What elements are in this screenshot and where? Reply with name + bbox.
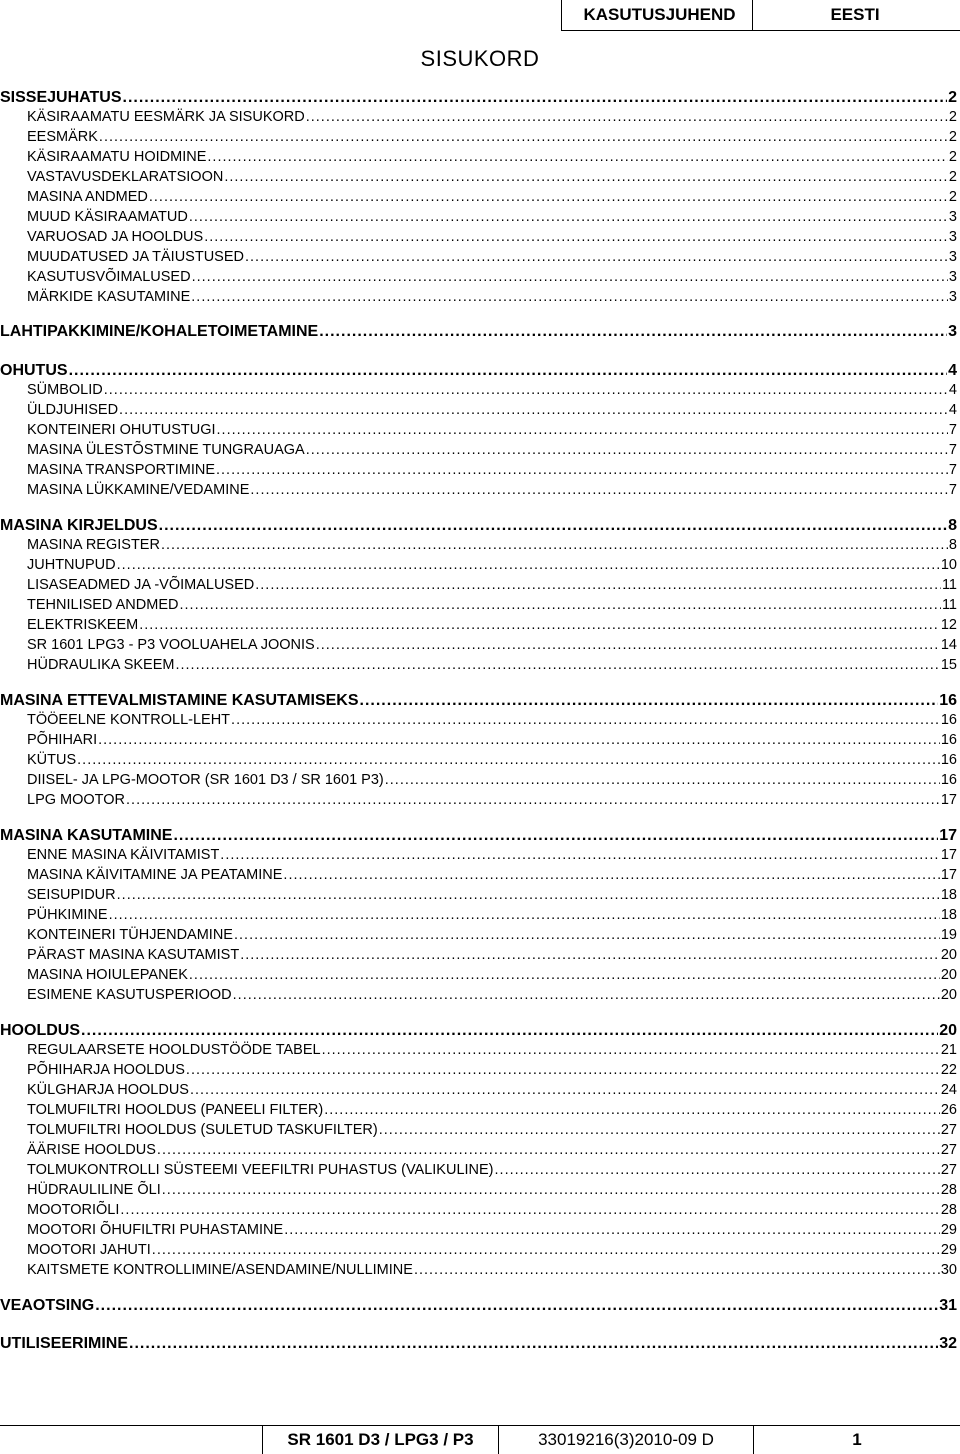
toc-subsection-entry [0, 421, 957, 439]
toc-entry-title: VEAOTSING [0, 1297, 95, 1314]
toc-entry-title: MASINA KIRJELDUS [0, 517, 158, 534]
toc-subsection-entry [0, 268, 957, 286]
toc-entry-title: PÄRAST MASINA KASUTAMIST [27, 947, 240, 963]
toc-entry-title: REGULAARSETE HOOLDUSTÖÖDE TABEL [27, 1042, 321, 1058]
toc-entry-title: SEISUPIDUR [27, 887, 116, 903]
toc-entry-title: LAHTIPAKKIMINE/KOHALETOIMETAMINE [0, 323, 319, 340]
toc-subsection-entry [0, 128, 957, 146]
toc-page-number: 20 [940, 947, 957, 963]
toc-subsection-entry [0, 228, 957, 246]
toc-subsection-entry [0, 1061, 957, 1079]
toc-subsection-entry [0, 906, 957, 924]
toc-dot-leader [139, 616, 940, 634]
toc-section-entry [0, 516, 957, 536]
toc-dot-leader [99, 128, 948, 146]
toc-subsection-entry [0, 288, 957, 306]
toc-page-number: 3 [948, 249, 957, 265]
page-footer [0, 1425, 960, 1454]
toc-subsection-entry [0, 576, 957, 594]
footer-page-number: 1 [852, 1430, 862, 1449]
toc-subsection-entry [0, 731, 957, 749]
toc-entry-title: MUUD KÄSIRAAMATUD [27, 209, 188, 225]
toc-subsection-entry [0, 1041, 957, 1059]
toc-page-number: 7 [948, 482, 957, 498]
toc-entry-title: HÜDRAULILINE ÕLI [27, 1182, 161, 1198]
toc-subsection-entry [0, 656, 957, 674]
toc-entry-title: OHUTUS [0, 362, 68, 379]
toc-page-number: 17 [940, 792, 957, 808]
footer-doc-code: 33019216(3)2010-09 D [538, 1430, 714, 1449]
toc-subsection-entry [0, 711, 957, 729]
toc-page-number: 14 [940, 637, 957, 653]
toc-page-number: 16 [939, 692, 957, 709]
toc-dot-leader [220, 846, 940, 864]
toc-dot-leader [117, 556, 940, 574]
page-header [0, 0, 960, 30]
header-rule [561, 30, 960, 31]
toc-dot-leader [216, 461, 948, 479]
toc-entry-title: MASINA ETTEVALMISTAMINE KASUTAMISEKS [0, 692, 359, 709]
toc-page-number: 16 [940, 712, 957, 728]
toc-subsection-entry [0, 481, 957, 499]
toc-dot-leader [316, 636, 940, 654]
toc-subsection-entry [0, 1261, 957, 1279]
toc-subsection-entry [0, 188, 957, 206]
toc-entry-title: MOOTORIÕLI [27, 1202, 120, 1218]
toc-entry-title: LISASEADMED JA -VÕIMALUSED [27, 577, 255, 593]
toc-page-number: 12 [940, 617, 957, 633]
toc-page-number: 27 [940, 1142, 957, 1158]
toc-section-entry [0, 826, 957, 846]
toc-page-number: 17 [939, 827, 957, 844]
toc-entry-title: MÄRKIDE KASUTAMINE [27, 289, 191, 305]
toc-entry-title: EESMÄRK [27, 129, 98, 145]
toc-dot-leader [250, 481, 948, 499]
toc-entry-title: MASINA TRANSPORTIMINE [27, 462, 215, 478]
toc-entry-title: PÜHKIMINE [27, 907, 108, 923]
toc-entry-title: KÄSIRAAMATU EESMÄRK JA SISUKORD [27, 109, 305, 125]
toc-entry-title: KONTEINERI TÜHJENDAMINE [27, 927, 233, 943]
toc-dot-leader [360, 691, 939, 711]
toc-dot-leader [104, 381, 948, 399]
toc-entry-title: KASUTUSVÕIMALUSED [27, 269, 191, 285]
toc-entry-title: MASINA LÜKKAMINE/VEDAMINE [27, 482, 250, 498]
toc-subsection-entry [0, 108, 957, 126]
toc-page-number: 4 [948, 402, 957, 418]
toc-page-number: 29 [940, 1222, 957, 1238]
toc-entry-title: SÜMBOLID [27, 382, 103, 398]
toc-entry-title: HOOLDUS [0, 1022, 80, 1039]
toc-subsection-entry [0, 616, 957, 634]
toc-page-number: 17 [940, 847, 957, 863]
toc-entry-title: KÄSIRAAMATU HOIDMINE [27, 149, 207, 165]
toc-dot-leader [306, 108, 948, 126]
toc-page-number: 16 [940, 732, 957, 748]
toc-entry-title: MASINA KÄIVITAMINE JA PEATAMINE [27, 867, 283, 883]
toc-entry-title: KÜLGHARJA HOOLDUS [27, 1082, 189, 1098]
toc-page-number: 4 [948, 362, 957, 379]
toc-page-number: 24 [940, 1082, 957, 1098]
toc-dot-leader [324, 1101, 940, 1119]
toc-dot-leader [152, 1241, 940, 1259]
toc-page-number: 22 [940, 1062, 957, 1078]
toc-subsection-entry [0, 1221, 957, 1239]
toc-dot-leader [119, 401, 948, 419]
toc-entry-title: VARUOSAD JA HOOLDUS [27, 229, 204, 245]
toc-dot-leader [306, 441, 948, 459]
toc-page-number: 30 [940, 1262, 957, 1278]
toc-entry-title: MUUDATUSED JA TÄIUSTUSED [27, 249, 244, 265]
toc-entry-title: TOLMUFILTRI HOOLDUS (SULETUD TASKUFILTER) [27, 1122, 378, 1138]
toc-dot-leader [234, 926, 940, 944]
toc-dot-leader [123, 88, 948, 108]
toc-entry-title: ELEKTRISKEEM [27, 617, 139, 633]
toc-subsection-entry [0, 1181, 957, 1199]
toc-entry-title: LPG MOOTOR [27, 792, 126, 808]
toc-page-number: 11 [941, 577, 957, 593]
toc-dot-leader [495, 1161, 940, 1179]
toc-entry-title: MASINA HOIULEPANEK [27, 967, 188, 983]
toc-subsection-entry [0, 596, 957, 614]
toc-page-number: 16 [940, 772, 957, 788]
toc-page-number: 3 [948, 289, 957, 305]
header-language: EESTI [830, 5, 880, 24]
toc-entry-title: JUHTNUPUD [27, 557, 116, 573]
page-title: SISUKORD [420, 46, 540, 71]
toc-dot-leader [240, 946, 940, 964]
toc-dot-leader [98, 731, 940, 749]
toc-page-number: 17 [940, 867, 957, 883]
toc-subsection-entry [0, 1081, 957, 1099]
toc-entry-title: TOLMUFILTRI HOOLDUS (PANEELI FILTER) [27, 1102, 324, 1118]
toc-entry-title: KAITSMETE KONTROLLIMINE/ASENDAMINE/NULLIMINE [27, 1262, 413, 1278]
toc-dot-leader [192, 268, 948, 286]
toc-dot-leader [162, 1181, 940, 1199]
toc-subsection-entry [0, 1141, 957, 1159]
toc-section-entry [0, 1021, 957, 1041]
toc-entry-title: SISSEJUHATUS [0, 89, 122, 106]
toc-page-number: 20 [939, 1022, 957, 1039]
footer-model: SR 1601 D3 / LPG3 / P3 [287, 1430, 474, 1449]
toc-subsection-entry [0, 536, 957, 554]
toc-entry-title: TOLMUKONTROLLI SÜSTEEMI VEEFILTRI PUHASTUS (VALIKULINE) [27, 1162, 494, 1178]
toc-page-number: 2 [948, 149, 957, 165]
toc-page-number: 28 [940, 1202, 957, 1218]
toc-subsection-entry [0, 168, 957, 186]
toc-subsection-entry [0, 1121, 957, 1139]
toc-section-entry [0, 1334, 957, 1354]
toc-subsection-entry [0, 791, 957, 809]
toc-page-number: 3 [948, 269, 957, 285]
toc-dot-leader [191, 288, 948, 306]
toc-entry-title: ÄÄRISE HOOLDUS [27, 1142, 156, 1158]
toc-page-number: 3 [948, 209, 957, 225]
toc-dot-leader [255, 576, 941, 594]
toc-entry-title: ESIMENE KASUTUSPERIOOD [27, 987, 232, 1003]
toc-entry-title: UTILISEERIMINE [0, 1335, 129, 1352]
toc-dot-leader [69, 361, 948, 381]
toc-dot-leader [385, 771, 940, 789]
toc-page-number: 2 [948, 109, 957, 125]
toc-section-entry [0, 361, 957, 381]
toc-page-number: 27 [940, 1122, 957, 1138]
toc-page-number: 11 [941, 597, 957, 613]
toc-dot-leader [179, 596, 940, 614]
toc-subsection-entry [0, 986, 957, 1004]
toc-subsection-entry [0, 1101, 957, 1119]
toc-section-entry [0, 691, 957, 711]
toc-subsection-entry [0, 926, 957, 944]
toc-dot-leader [204, 228, 948, 246]
toc-dot-leader [322, 1041, 940, 1059]
toc-page-number: 4 [948, 382, 957, 398]
toc-subsection-entry [0, 636, 957, 654]
toc-dot-leader [245, 248, 948, 266]
toc-section-entry [0, 1296, 957, 1316]
toc-dot-leader [233, 986, 940, 1004]
toc-page-number: 16 [940, 752, 957, 768]
toc-dot-leader [186, 1061, 940, 1079]
toc-dot-leader [159, 516, 947, 536]
header-doc-type: KASUTUSJUHEND [583, 5, 736, 24]
toc-page-number: 20 [940, 987, 957, 1003]
toc-page-number: 26 [940, 1102, 957, 1118]
toc-entry-title: TEHNILISED ANDMED [27, 597, 179, 613]
toc-entry-title: MOOTORI JAHUTI [27, 1242, 151, 1258]
toc-page-number: 2 [948, 169, 957, 185]
toc-subsection-entry [0, 946, 957, 964]
header-divider [561, 0, 562, 30]
toc-dot-leader [379, 1121, 940, 1139]
toc-page-number: 7 [948, 422, 957, 438]
toc-subsection-entry [0, 846, 957, 864]
toc-page-number: 19 [940, 927, 957, 943]
toc-section-entry [0, 322, 957, 342]
toc-section-entry [0, 88, 957, 108]
toc-page-number: 2 [948, 189, 957, 205]
toc-subsection-entry [0, 461, 957, 479]
toc-entry-title: HÜDRAULIKA SKEEM [27, 657, 175, 673]
toc-entry-title: DIISEL- JA LPG-MOOTOR (SR 1601 D3 / SR 1601 P3) [27, 772, 384, 788]
toc-entry-title: PÕHIHARJA HOOLDUS [27, 1062, 185, 1078]
toc-page-number: 18 [940, 907, 957, 923]
toc-dot-leader [77, 751, 940, 769]
toc-entry-title: KONTEINERI OHUTUSTUGI [27, 422, 216, 438]
toc-dot-leader [126, 791, 940, 809]
toc-entry-title: PÕHIHARI [27, 732, 98, 748]
toc-dot-leader [414, 1261, 940, 1279]
toc-subsection-entry [0, 751, 957, 769]
toc-page-number: 3 [948, 323, 957, 340]
toc-page-number: 31 [939, 1297, 957, 1314]
toc-subsection-entry [0, 441, 957, 459]
toc-subsection-entry [0, 1201, 957, 1219]
toc-dot-leader [161, 536, 948, 554]
toc-subsection-entry [0, 148, 957, 166]
toc-entry-title: MASINA REGISTER [27, 537, 160, 553]
toc-entry-title: TÖÖEELNE KONTROLL-LEHT [27, 712, 231, 728]
toc-subsection-entry [0, 401, 957, 419]
toc-page-number: 28 [940, 1182, 957, 1198]
toc-page-number: 8 [948, 517, 957, 534]
toc-page-number: 10 [940, 557, 957, 573]
toc-entry-title: ENNE MASINA KÄIVITAMIST [27, 847, 220, 863]
toc-page-number: 15 [940, 657, 957, 673]
toc-subsection-entry [0, 381, 957, 399]
toc-dot-leader [117, 886, 940, 904]
toc-dot-leader [207, 148, 948, 166]
toc-dot-leader [157, 1141, 940, 1159]
toc-dot-leader [175, 656, 939, 674]
toc-subsection-entry [0, 886, 957, 904]
toc-entry-title: MASINA ÜLESTÕSTMINE TUNGRAUAGA [27, 442, 305, 458]
toc-dot-leader [95, 1296, 938, 1316]
toc-page-number: 7 [948, 462, 957, 478]
toc-subsection-entry [0, 966, 957, 984]
toc-dot-leader [120, 1201, 939, 1219]
toc-dot-leader [149, 188, 948, 206]
toc-dot-leader [109, 906, 940, 924]
toc-page-number: 2 [948, 89, 957, 106]
toc-subsection-entry [0, 248, 957, 266]
toc-dot-leader [173, 826, 938, 846]
toc-subsection-entry [0, 1161, 957, 1179]
toc-subsection-entry [0, 866, 957, 884]
toc-page-number: 7 [948, 442, 957, 458]
toc-dot-leader [284, 1221, 940, 1239]
toc-dot-leader [217, 421, 948, 439]
toc-dot-leader [283, 866, 939, 884]
toc-dot-leader [231, 711, 940, 729]
toc-dot-leader [224, 168, 948, 186]
toc-page-number: 20 [940, 967, 957, 983]
toc-dot-leader [189, 966, 940, 984]
toc-dot-leader [190, 1081, 940, 1099]
toc-entry-title: MASINA KASUTAMINE [0, 827, 173, 844]
toc-page-number: 32 [939, 1335, 957, 1352]
toc-page-number: 8 [948, 537, 957, 553]
toc-page-number: 18 [940, 887, 957, 903]
toc-entry-title: MOOTORI ÕHUFILTRI PUHASTAMINE [27, 1222, 284, 1238]
toc-subsection-entry [0, 556, 957, 574]
toc-subsection-entry [0, 771, 957, 789]
toc-page-number: 2 [948, 129, 957, 145]
toc-page-number: 21 [940, 1042, 957, 1058]
toc-dot-leader [129, 1334, 938, 1354]
toc-entry-title: SR 1601 LPG3 - P3 VOOLUAHELA JOONIS [27, 637, 315, 653]
toc-dot-leader [189, 208, 948, 226]
toc-page-number: 29 [940, 1242, 957, 1258]
toc-subsection-entry [0, 208, 957, 226]
toc-subsection-entry [0, 1241, 957, 1259]
toc-page-number: 3 [948, 229, 957, 245]
toc-entry-title: ÜLDJUHISED [27, 402, 119, 418]
toc-dot-leader [81, 1021, 938, 1041]
toc-entry-title: MASINA ANDMED [27, 189, 148, 205]
toc-page-number: 27 [940, 1162, 957, 1178]
toc-dot-leader [319, 322, 947, 342]
toc-entry-title: VASTAVUSDEKLARATSIOON [27, 169, 224, 185]
toc-entry-title: KÜTUS [27, 752, 77, 768]
